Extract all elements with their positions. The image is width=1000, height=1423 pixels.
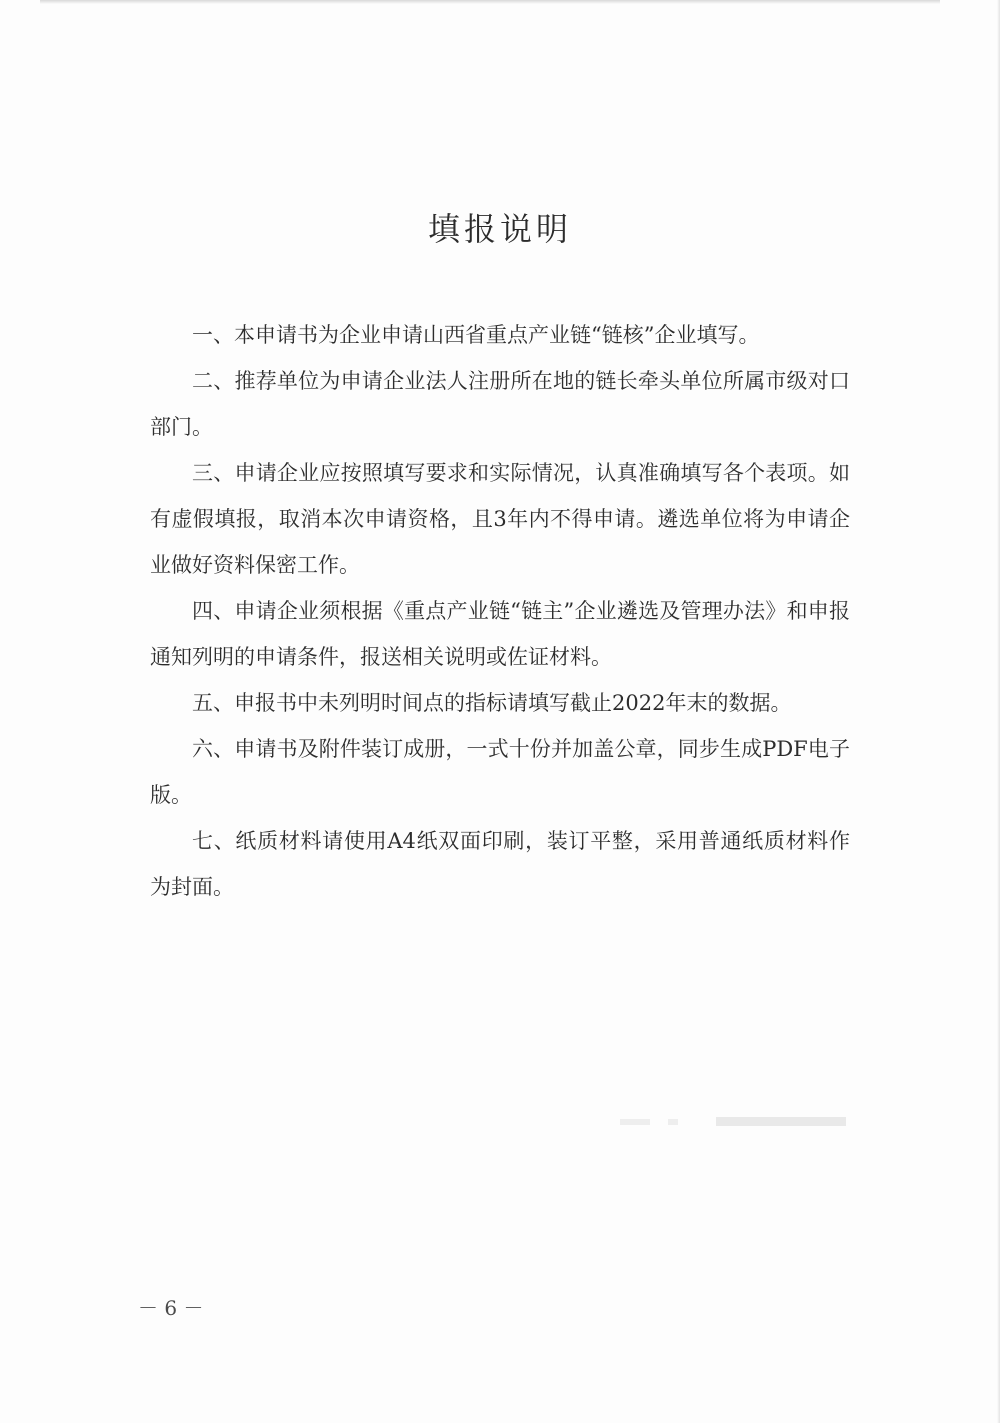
instruction-paragraph-4: 四、申请企业须根据《重点产业链“链主”企业遴选及管理办法》和申报通知列明的申请条件，报送相关说明或佐证材料。 bbox=[150, 599, 850, 669]
instruction-paragraph-6: 六、申请书及附件装订成册，一式十份并加盖公章，同步生成PDF电子版。 bbox=[150, 737, 850, 807]
instructions-body bbox=[150, 312, 850, 910]
faint-marks-icon bbox=[620, 1113, 850, 1133]
instruction-paragraph-3: 三、申请企业应按照填写要求和实际情况，认真准确填写各个表项。如有虚假填报，取消本次申请资格，且3年内不得申请。遴选单位将为申请企业做好资料保密工作。 bbox=[150, 461, 850, 577]
page-number: － 6 － bbox=[138, 1296, 204, 1320]
instruction-paragraph-2: 二、推荐单位为申请企业法人注册所在地的链长牵头单位所属市级对口部门。 bbox=[150, 369, 850, 439]
instruction-paragraph-7: 七、纸质材料请使用A4纸双面印刷，装订平整，采用普通纸质材料作为封面。 bbox=[150, 829, 850, 899]
page-title: 填报说明 bbox=[427, 210, 572, 248]
instruction-paragraph-1: 一、本申请书为企业申请山西省重点产业链“链核”企业填写。 bbox=[192, 323, 760, 347]
instruction-paragraph-5: 五、申报书中未列明时间点的指标请填写截止2022年末的数据。 bbox=[192, 691, 792, 715]
faint-bleed-through-marks bbox=[620, 1113, 850, 1137]
scan-top-shadow bbox=[40, 0, 940, 4]
